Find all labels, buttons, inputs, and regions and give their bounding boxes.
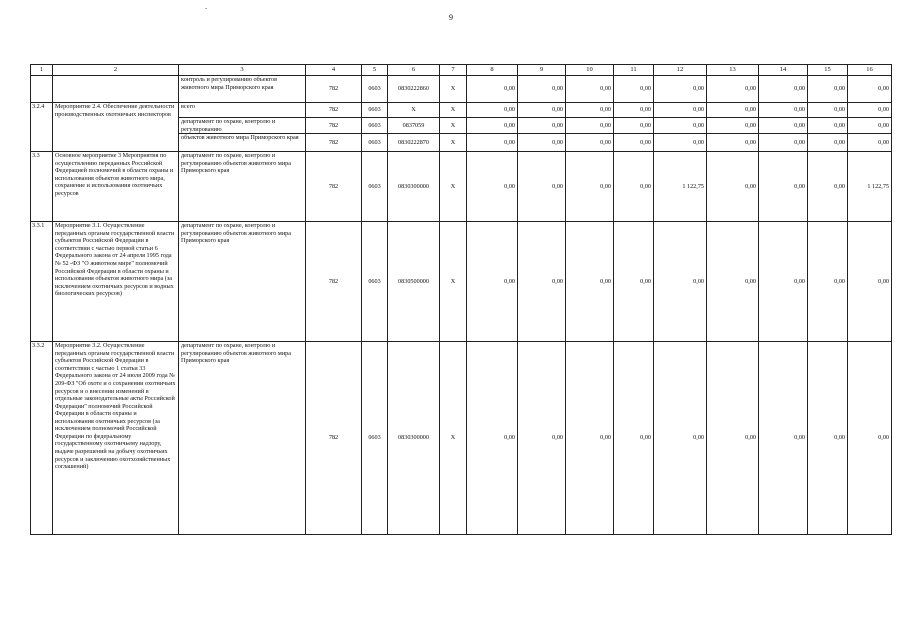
executor-cell: всего	[179, 103, 306, 118]
code-cell: 0603	[362, 76, 388, 103]
code-cell: 782	[306, 342, 362, 535]
code-cell: 0837059	[388, 118, 440, 134]
value-cell: 0,00	[518, 103, 566, 118]
value-cell: 0,00	[518, 76, 566, 103]
value-cell: 0,00	[614, 103, 654, 118]
value-cell: 0,00	[654, 342, 707, 535]
value-cell: 0,00	[518, 118, 566, 134]
code-cell: Х	[440, 103, 467, 118]
value-cell: 0,00	[707, 103, 759, 118]
value-cell: 0,00	[566, 222, 614, 342]
header-cell: 15	[808, 65, 848, 76]
code-cell: 0830222870	[388, 134, 440, 152]
value-cell: 0,00	[759, 76, 808, 103]
table-row	[31, 152, 892, 222]
activity-name-cell: Мероприятие 3.1. Осуществление переданных органам государственной власти субъектов Российской Федерации в соответствии с частью первой статьи 6 Федерального закона от 24 апреля 1995 года № 52 -ФЗ "О животном мире" полномочий Российской Федерации в области охраны и использования объектов животного мира (за исключением охотничьих ресурсов и водных биологических ресурсов)	[53, 222, 179, 342]
value-cell: 0,00	[518, 222, 566, 342]
value-cell: 0,00	[566, 342, 614, 535]
header-cell: 11	[614, 65, 654, 76]
value-cell: 0,00	[759, 222, 808, 342]
value-cell: 0,00	[518, 134, 566, 152]
budget-table	[30, 64, 892, 535]
executor-cell: объектов животного мира Приморского края	[179, 134, 306, 152]
executor-cell: департамент по охране, контролю и регулированию объектов животного мира Приморского края	[179, 152, 306, 222]
code-cell: 0603	[362, 118, 388, 134]
header-cell: 2	[53, 65, 179, 76]
header-cell: 10	[566, 65, 614, 76]
value-cell: 0,00	[808, 134, 848, 152]
header-cell: 6	[388, 65, 440, 76]
value-cell: 0,00	[518, 152, 566, 222]
value-cell: 0,00	[614, 76, 654, 103]
code-cell: 0603	[362, 152, 388, 222]
executor-cell: департамент по охране, контролю и регулированию объектов животного мира Приморского края	[179, 342, 306, 535]
value-cell: 0,00	[654, 134, 707, 152]
code-cell: 782	[306, 152, 362, 222]
value-cell: 0,00	[848, 134, 892, 152]
code-cell: Х	[440, 118, 467, 134]
value-cell: 0,00	[467, 222, 518, 342]
value-cell: 0,00	[808, 103, 848, 118]
code-cell: Х	[440, 342, 467, 535]
value-cell: 0,00	[848, 103, 892, 118]
value-cell: 0,00	[654, 76, 707, 103]
activity-name-cell: Мероприятие 3.2. Осуществление переданных органам государственной власти субъектов Российской Федерации в соответствии с частью 1 статьи 33 Федерального закона от 24 июля 2009 года № 209-ФЗ "Об охоте и о сохранении охотничьих ресурсов и о внесении изменений в отдельные законодательные акты Российской Федерации" полномочий Российской Федерации в области охраны и использования охотничьих ресурсов (за исключением полномочий Российской Федерации по федеральному государственному охотничьему надзору, выдаче разрешений на добычу охотничьих ресурсов и заключению охотхозяйственных соглашений)	[53, 342, 179, 535]
value-cell: 0,00	[707, 342, 759, 535]
value-cell: 0,00	[808, 222, 848, 342]
header-cell: 16	[848, 65, 892, 76]
table-row	[31, 76, 892, 103]
value-cell: 0,00	[759, 134, 808, 152]
value-cell: 0,00	[808, 118, 848, 134]
value-cell: 0,00	[654, 118, 707, 134]
header-cell: 9	[518, 65, 566, 76]
code-cell: 782	[306, 222, 362, 342]
value-cell: 0,00	[848, 222, 892, 342]
code-cell: Х	[440, 152, 467, 222]
value-cell: 0,00	[808, 152, 848, 222]
header-cell: 5	[362, 65, 388, 76]
activity-name-cell: Основное мероприятие 3 Мероприятия по осуществлению переданных Российской Федерацией полномочий в области охраны и использования объектов животного мира, сохранение и использования охотничьих ресурсов	[53, 152, 179, 222]
code-cell: 0603	[362, 103, 388, 118]
value-cell: 0,00	[467, 76, 518, 103]
value-cell: 0,00	[707, 134, 759, 152]
value-cell: 0,00	[759, 152, 808, 222]
top-mark: -	[205, 4, 208, 12]
value-cell: 0,00	[467, 134, 518, 152]
header-cell: 1	[31, 65, 53, 76]
row-number-cell: 3.3	[31, 152, 53, 222]
code-cell: 782	[306, 76, 362, 103]
row-number-cell: 3.3.1	[31, 222, 53, 342]
activity-name-cell: Мероприятие 2.4. Обеспечение деятельности производственных охотничьих инспекторов	[53, 103, 179, 152]
value-cell: 0,00	[566, 152, 614, 222]
code-cell: Х	[388, 103, 440, 118]
code-cell: 782	[306, 118, 362, 134]
value-cell: 0,00	[518, 342, 566, 535]
header-cell: 13	[707, 65, 759, 76]
code-cell: Х	[440, 76, 467, 103]
value-cell: 0,00	[566, 118, 614, 134]
value-cell: 0,00	[759, 103, 808, 118]
table-row	[31, 342, 892, 535]
header-cell: 12	[654, 65, 707, 76]
value-cell: 0,00	[467, 152, 518, 222]
value-cell: 0,00	[614, 152, 654, 222]
value-cell: 0,00	[654, 103, 707, 118]
value-cell: 1 122,75	[848, 152, 892, 222]
code-cell: 782	[306, 103, 362, 118]
code-cell: 0830300000	[388, 342, 440, 535]
row-number-cell: 3.2.4	[31, 103, 53, 152]
code-cell: 0830500000	[388, 222, 440, 342]
value-cell: 0,00	[654, 222, 707, 342]
header-cell: 14	[759, 65, 808, 76]
code-cell: 0603	[362, 222, 388, 342]
value-cell: 0,00	[848, 76, 892, 103]
value-cell: 0,00	[614, 134, 654, 152]
code-cell: 0830300000	[388, 152, 440, 222]
code-cell: 0603	[362, 134, 388, 152]
value-cell: 0,00	[707, 152, 759, 222]
value-cell: 0,00	[848, 118, 892, 134]
table-row	[31, 222, 892, 342]
header-cell: 3	[179, 65, 306, 76]
executor-cell: контроль и регулированию объектов животного мира Приморского края	[179, 76, 306, 103]
value-cell: 0,00	[566, 76, 614, 103]
value-cell: 1 122,75	[654, 152, 707, 222]
executor-cell: департамент по охране, контролю и регулированию объектов животного мира Приморского края	[179, 222, 306, 342]
code-cell: Х	[440, 222, 467, 342]
header-row	[31, 65, 892, 76]
header-cell: 7	[440, 65, 467, 76]
value-cell: 0,00	[759, 342, 808, 535]
table-body	[31, 65, 892, 535]
row-number-cell: 3.3.2	[31, 342, 53, 535]
value-cell: 0,00	[614, 118, 654, 134]
header-cell: 4	[306, 65, 362, 76]
value-cell: 0,00	[808, 76, 848, 103]
table-row	[31, 103, 892, 118]
code-cell: Х	[440, 134, 467, 152]
value-cell: 0,00	[707, 118, 759, 134]
value-cell: 0,00	[467, 342, 518, 535]
value-cell: 0,00	[707, 222, 759, 342]
value-cell: 0,00	[707, 76, 759, 103]
value-cell: 0,00	[467, 103, 518, 118]
code-cell: 782	[306, 134, 362, 152]
activity-name-cell	[53, 76, 179, 103]
value-cell: 0,00	[566, 103, 614, 118]
row-number-cell	[31, 76, 53, 103]
code-cell: 0603	[362, 342, 388, 535]
value-cell: 0,00	[759, 118, 808, 134]
value-cell: 0,00	[808, 342, 848, 535]
header-cell: 8	[467, 65, 518, 76]
page-number: 9	[449, 13, 453, 22]
value-cell: 0,00	[614, 342, 654, 535]
code-cell: 0830222860	[388, 76, 440, 103]
value-cell: 0,00	[614, 222, 654, 342]
value-cell: 0,00	[467, 118, 518, 134]
executor-cell: департамент по охране, контролю и регулированию	[179, 118, 306, 134]
value-cell: 0,00	[566, 134, 614, 152]
value-cell: 0,00	[848, 342, 892, 535]
